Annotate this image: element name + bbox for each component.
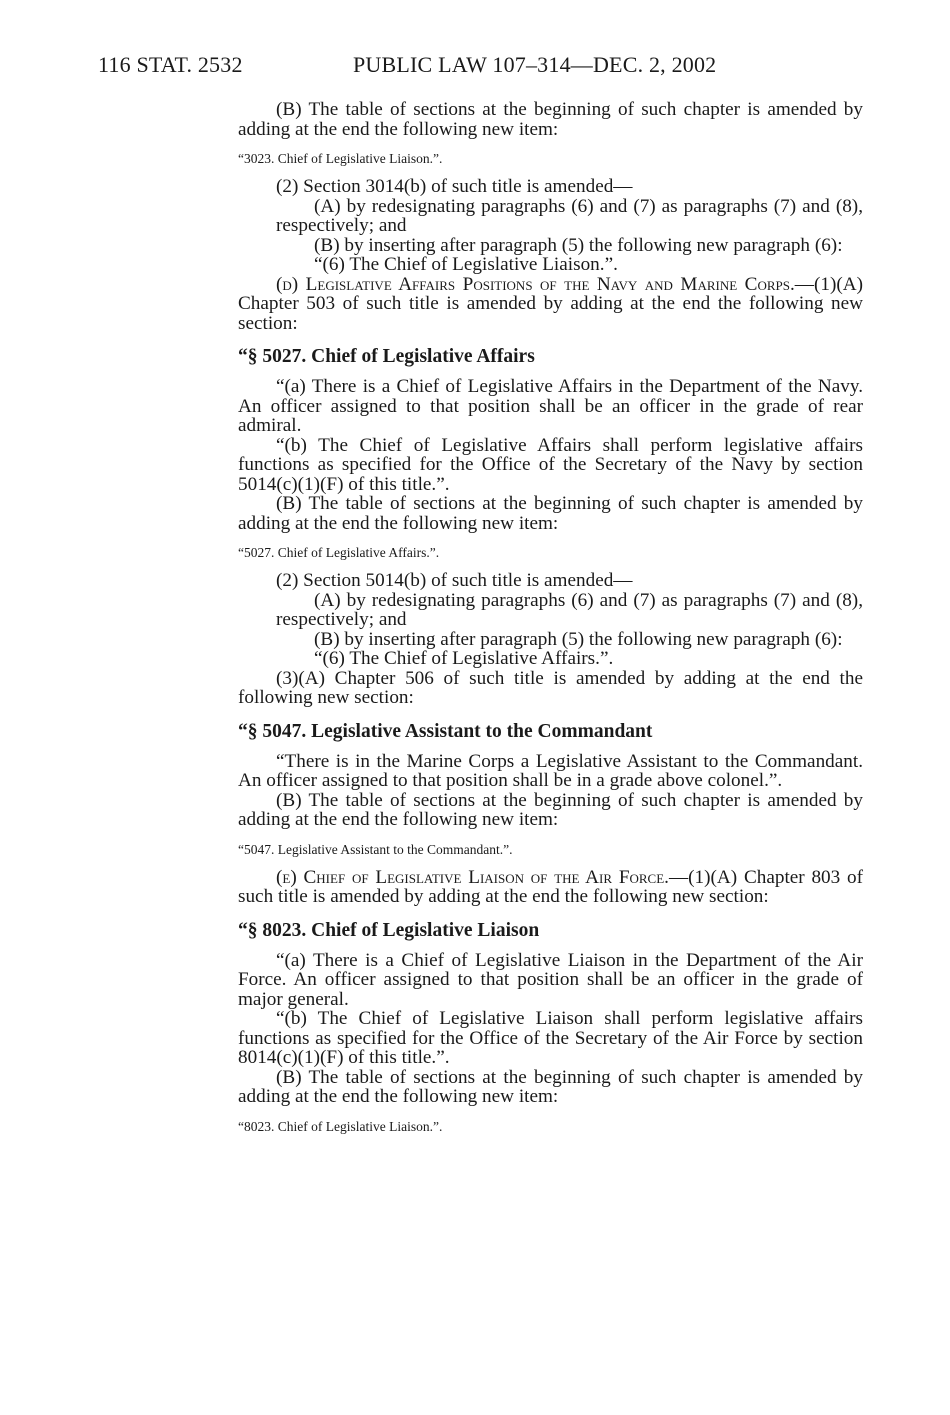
paragraph-inserting-2: (B) by inserting after paragraph (5) the following new paragraph (6): <box>314 628 843 650</box>
document-body <box>238 100 863 1145</box>
paragraph-table-of-sections-2: (B) The table of sections at the beginning of such chapter is amended by adding at the end the following new item: <box>238 493 863 534</box>
paragraph-5027-b: “(b) The Chief of Legislative Affairs shall perform legislative affairs functions as specified for the Office of the Secretary of the Navy by section 5014(c)(1)(F) of this title.”. <box>238 434 863 495</box>
section-heading-5027: “§ 5027. Chief of Legislative Affairs <box>238 346 535 367</box>
subsection-d-text: —(1)(A) Chapter 503 of such title is amended by adding at the end the following new section: <box>238 273 863 334</box>
paragraph-quote-affairs: “(6) The Chief of Legislative Affairs.”. <box>314 648 614 669</box>
paragraph-8023-b: “(b) The Chief of Legislative Liaison shall perform legislative affairs functions as specified for the Office of the Secretary of the Air Force by section 8014(c)(1)(F) of this title.”. <box>238 1008 863 1068</box>
paragraph-quote-liaison: “(6) The Chief of Legislative Liaison.”. <box>314 254 618 275</box>
table-item-5047: “5047. Legislative Assistant to the Commandant.”. <box>238 841 513 857</box>
paragraph-5047: “There is in the Marine Corps a Legislative Assistant to the Commandant. An officer assigned to that position shall be in a grade above colonel.”. <box>238 750 863 791</box>
paragraph-redesignating-2: (A) by redesignating paragraphs (6) and (7) as paragraphs (7) and (8), respectively; and <box>276 589 863 630</box>
paragraph-table-of-sections-3: (B) The table of sections at the beginning of such chapter is amended by adding at the end the following new item: <box>238 789 863 830</box>
statute-page-number: 116 STAT. 2532 <box>98 52 243 77</box>
subsection-e-heading: (e) Chief of Legislative Liaison of the Air Force. <box>276 866 669 888</box>
subsection-e-text: —(1)(A) Chapter 803 of such title is amended by adding at the end the following new section: <box>238 866 864 907</box>
paragraph-section-3014b: (2) Section 3014(b) of such title is amended— <box>276 176 633 197</box>
paragraph-8023-a: “(a) There is a Chief of Legislative Liaison in the Department of the Air Force. An officer assigned to that position shall be an officer in the grade of major general. <box>238 949 863 1010</box>
section-heading-8023: “§ 8023. Chief of Legislative Liaison <box>238 919 540 941</box>
subsection-d-heading: (d) Legislative Affairs Positions of the Navy and Marine Corps. <box>276 273 795 295</box>
paragraph-chapter-506: (3)(A) Chapter 506 of such title is amended by adding at the end the following new section: <box>238 667 863 708</box>
public-law-citation: PUBLIC LAW 107–314—DEC. 2, 2002 <box>353 52 717 77</box>
paragraph-5027-a: “(a) There is a Chief of Legislative Affairs in the Department of the Navy. An officer assigned to that position shall be an officer in the grade of rear admiral. <box>238 376 863 436</box>
table-item-8023: “8023. Chief of Legislative Liaison.”. <box>238 1118 443 1134</box>
page-header <box>98 52 858 82</box>
paragraph-table-of-sections-4: (B) The table of sections at the beginning of such chapter is amended by adding at the end the following new item: <box>238 1066 863 1107</box>
table-item-3023: “3023. Chief of Legislative Liaison.”. <box>238 151 443 166</box>
table-item-5027: “5027. Chief of Legislative Affairs.”. <box>238 545 440 560</box>
paragraph-inserting-1: (B) by inserting after paragraph (5) the following new paragraph (6): <box>314 234 843 256</box>
section-heading-5047: “§ 5047. Legislative Assistant to the Commandant <box>238 720 653 742</box>
paragraph-redesignating-1: (A) by redesignating paragraphs (6) and (7) as paragraphs (7) and (8), respectively; and <box>276 195 863 236</box>
paragraph-section-5014b: (2) Section 5014(b) of such title is amended— <box>276 570 633 591</box>
paragraph-subsection-d <box>238 275 863 334</box>
paragraph-subsection-e <box>238 868 863 907</box>
paragraph-table-of-sections-1: (B) The table of sections at the beginning of such chapter is amended by adding at the end the following new item: <box>238 99 863 140</box>
